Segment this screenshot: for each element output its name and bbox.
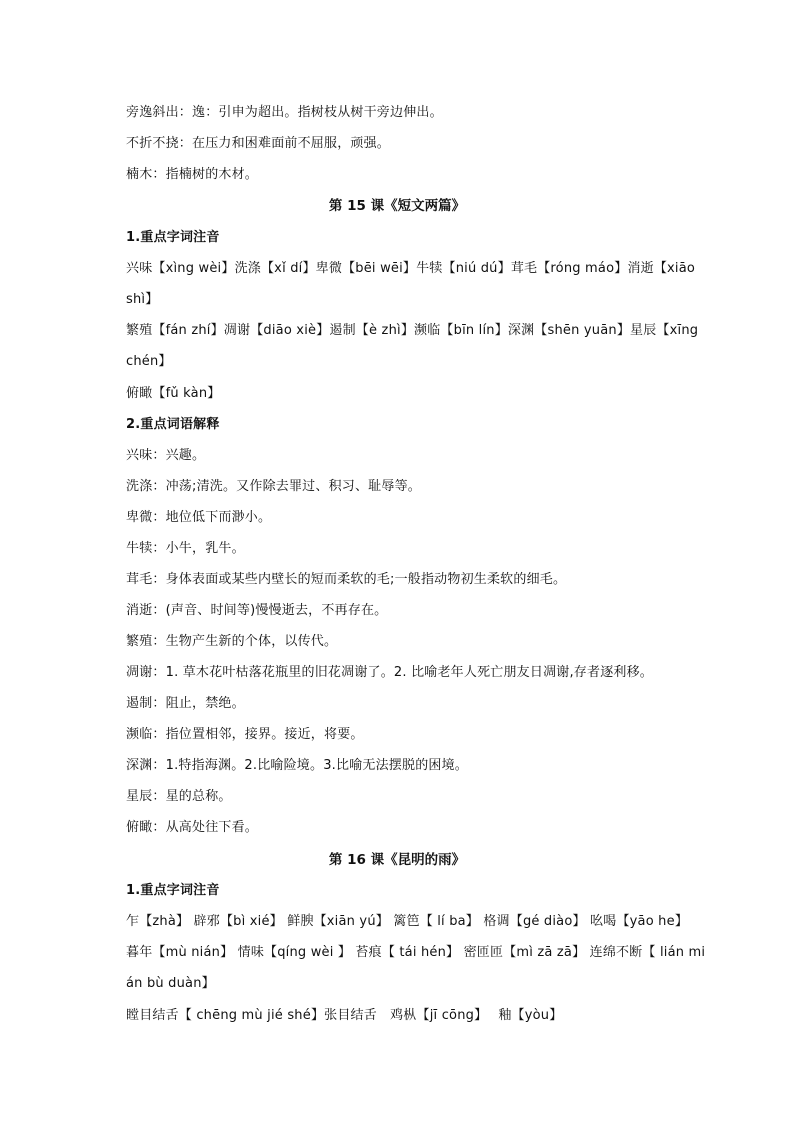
definition-line: 洗涤：冲荡;清洗。又作除去罪过、积习、耻辱等。 xyxy=(126,479,421,494)
definition-line: 遏制：阻止，禁绝。 xyxy=(126,696,245,711)
definition-line: 深渊：1.特指海渊。2.比喻险境。3.比喻无法摆脱的困境。 xyxy=(126,758,469,773)
definition-line: 繁殖：生物产生新的个体，以传代。 xyxy=(126,634,338,649)
pinyin-paragraph: 暮年【mù nián】 情味【qíng wèi 】 苔痕【 tái hén】 密匝匝【mì zā zā】 连绵不断【 lián mián bù duàn】 xyxy=(126,945,706,991)
definition-line: 俯瞰：从高处往下看。 xyxy=(126,820,259,835)
definition-line: 凋谢：1. 草木花叶枯落花瓶里的旧花凋谢了。2. 比喻老年人死亡朋友日凋谢,存者逐利移。 xyxy=(126,665,654,680)
definition-line: 濒临：指位置相邻，接界。接近，将要。 xyxy=(126,727,364,742)
pinyin-paragraph: 乍【zhà】 辟邪【bì xié】 鲜腴【xiān yú】 篱笆【 lí ba】 格调【gé diào】 吆喝【yāo he】 xyxy=(126,914,689,929)
definition-line: 兴味：兴趣。 xyxy=(126,448,206,463)
definition-line: 旁逸斜出：逸：引申为超出。指树枝从树干旁边伸出。 xyxy=(126,105,443,120)
pinyin-paragraph: 兴味【xìng wèi】洗涤【xǐ dí】卑微【bēi wēi】牛犊【niú dú】茸毛【róng máo】消逝【xiāo shì】 xyxy=(126,261,696,307)
pinyin-paragraph: 俯瞰【fǔ kàn】 xyxy=(126,386,221,401)
definition-line: 楠木：指楠树的木材。 xyxy=(126,167,259,182)
definition-line: 消逝：(声音、时间等)慢慢逝去，不再存在。 xyxy=(126,603,388,618)
section-heading: 2.重点词语解释 xyxy=(126,417,220,432)
lesson-title: 第 16 课《昆明的雨》 xyxy=(328,852,466,868)
definition-line: 牛犊：小牛，乳牛。 xyxy=(126,541,245,556)
definition-line: 不折不挠：在压力和困难面前不屈服，顽强。 xyxy=(126,136,391,151)
section-heading: 1.重点字词注音 xyxy=(126,230,220,245)
pinyin-paragraph: 繁殖【fán zhí】凋谢【diāo xiè】遏制【è zhì】濒临【bīn lín】深渊【shēn yuān】星辰【xīng chén】 xyxy=(126,323,699,369)
definition-line: 茸毛：身体表面或某些内壁长的短而柔软的毛;一般指动物初生柔软的细毛。 xyxy=(126,572,567,587)
lesson-title: 第 15 课《短文两篇》 xyxy=(328,198,466,214)
section-heading: 1.重点字词注音 xyxy=(126,883,220,898)
pinyin-paragraph: 瞠目结舌【 chēng mù jié shé】张目结舌 鸡枞【jī cōng】 釉【yòu】 xyxy=(126,1008,563,1023)
definition-line: 星辰：星的总称。 xyxy=(126,789,232,804)
definition-line: 卑微：地位低下而渺小。 xyxy=(126,510,272,525)
